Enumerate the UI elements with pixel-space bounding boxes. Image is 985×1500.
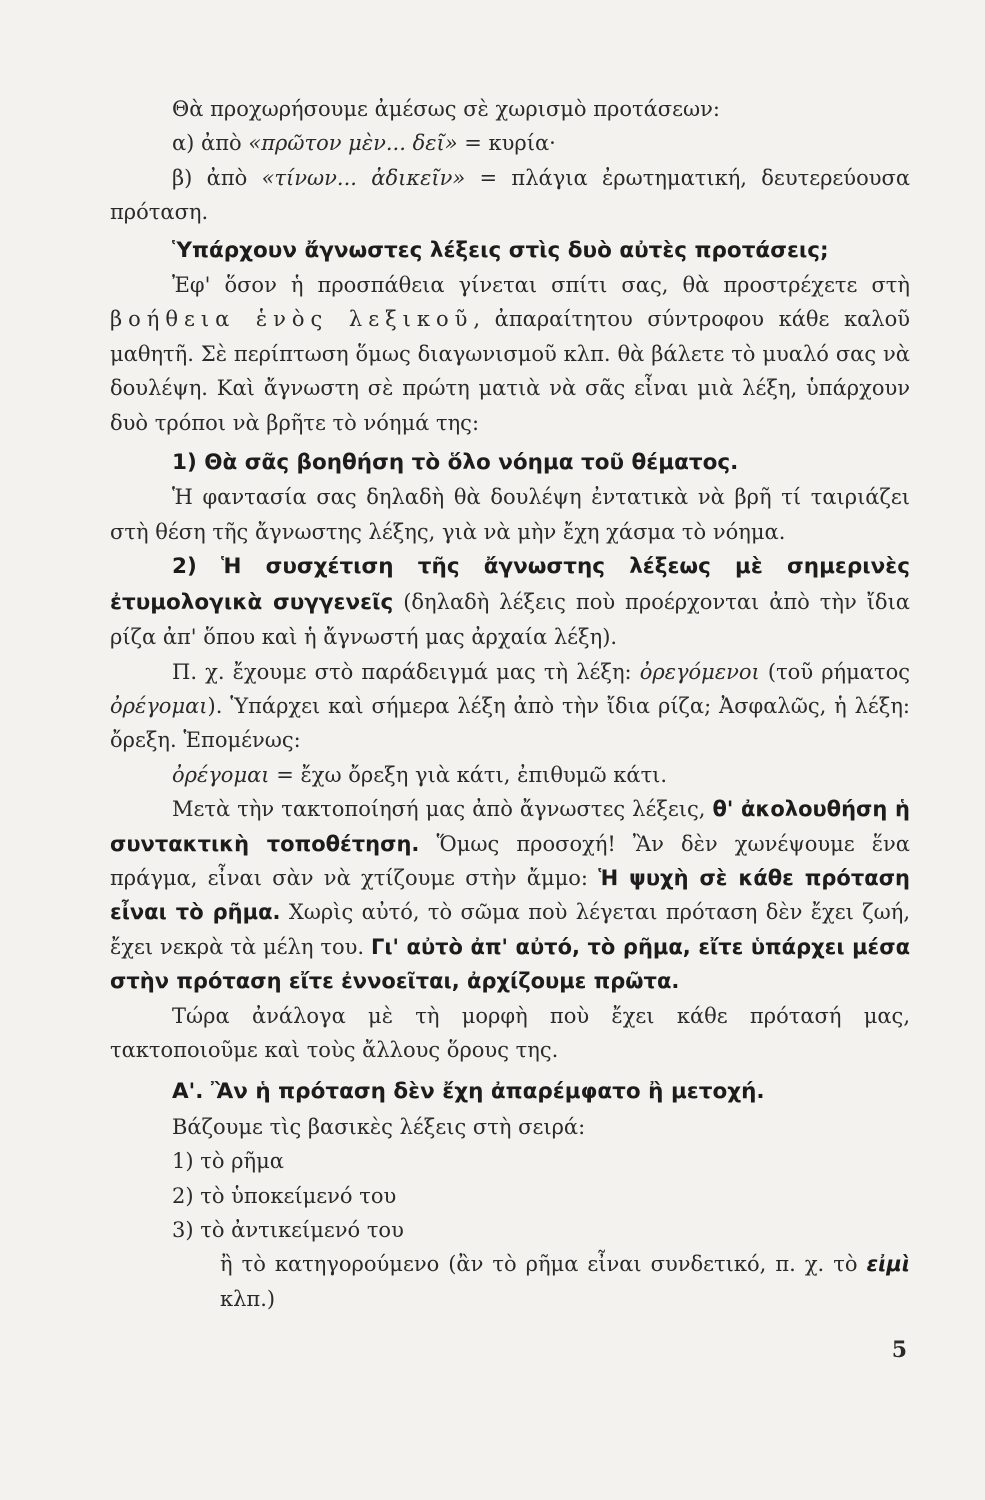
section-heading-unknown-words: Ὑπάρχουν ἄγνωστες λέξεις στὶς δυὸ αὐτὲς προτάσεις; xyxy=(172,237,829,263)
page-text xyxy=(110,92,910,1316)
point-2-example: Π. χ. ἔχουμε στὸ παράδειγμά μας τὴ λέξη: ὀρεγόμενοι (τοῦ ρήματος ὀρέγομαι). Ὑπάρχει καὶ σήμερα λέξη ἀπὸ τὴν ἴδια ρίζα; Ἀσφαλῶς, ἡ λέξη: ὄρεξη. Ἑπομένως: xyxy=(110,659,910,753)
page-number: 5 xyxy=(891,1337,907,1363)
intro-paragraph: Θὰ προχωρήσουμε ἀμέσως σὲ χωρισμὸ προτάσεων: xyxy=(172,97,720,121)
paragraph-syntax: Μετὰ τὴν τακτοποίησή μας ἀπὸ ἄγνωστες λέξεις, θ' ἀκολουθήση ἡ συντακτικὴ τοποθέτηση. Ὅμως προσοχή! Ἂν δὲν χωνέψουμε ἕνα πράγμα, εἶναι σὰν νὰ χτίζουμε στὴν ἄμμο: Ἡ ψυχὴ σὲ κάθε πρόταση εἶναι τὸ ρῆμα. Χωρὶς αὐτό, τὸ σῶμα ποὺ λέγεται πρόταση δὲν ἔχει ζωή, ἔχει νεκρὰ τὰ μέλη του. Γι' αὐτὸ ἀπ' αὐτό, τὸ ρῆμα, εἴτε ὑπάρχει μέσα στὴν πρόταση εἴτε ἐννοεῖται, ἀρχίζουμε πρῶτα. xyxy=(110,797,911,994)
list-item: 2) τὸ ὑποκείμενό του xyxy=(172,1183,397,1208)
paragraph-ordering: Τώρα ἀνάλογα μὲ τὴ μορφὴ ποὺ ἔχει κάθε πρότασή μας, τακτοποιοῦμε καὶ τοὺς ἄλλους ὅρους της. xyxy=(110,1003,910,1062)
spaced-emphasis: βοήθεια ἑνὸς λεξικοῦ xyxy=(110,307,474,332)
list-item: 1) τὸ ρῆμα xyxy=(172,1149,284,1174)
paragraph-dictionary: Ἐφ' ὅσον ἡ προσπάθεια γίνεται σπίτι σας, θὰ προστρέχετε στὴ βοήθεια ἑνὸς λεξικοῦ, ἀπαραίτητου σύντροφου κάθε καλοῦ μαθητῆ. Σὲ περίπτωση ὅμως διαγωνισμοῦ κλπ. θὰ βάλετε τὸ μυαλό σας νὰ δουλέψη. Καὶ ἄγνωστη σὲ πρώτη ματιὰ νὰ σᾶς εἶναι μιὰ λέξη, ὑπάρχουν δυὸ τρόποι νὰ βρῆτε τὸ νόημά της: xyxy=(110,273,910,435)
point-2: 2) Ἡ συσχέτιση τῆς ἄγνωστης λέξεως μὲ σημερινὲς ἐτυμολογικὰ συγγενεῖς (δηλαδὴ λέξεις ποὺ προέρχονται ἀπὸ τὴν ἴδια ρίζα ἀπ' ὅπου καὶ ἡ ἄγνωστή μας ἀρχαία λέξη). xyxy=(110,554,910,650)
list-item: 3) τὸ ἀντικείμενό του xyxy=(172,1218,404,1242)
point-2-title: 2) Ἡ συσχέτιση τῆς ἄγνωστης λέξεως μὲ σημερινὲς ἐτυμολογικὰ συγγενεῖς xyxy=(110,554,910,615)
intro-item-a: α) ἀπὸ «πρῶτον μὲν... δεῖ» = κυρία· xyxy=(172,131,556,156)
point-1-body: Ἡ φαντασία σας δηλαδὴ θὰ δουλέψη ἐντατικὰ νὰ βρῆ τί ταιριάζει στὴ θέση τῆς ἄγνωστης λέξης, γιὰ νὰ μὴν ἔχη χάσμα τὸ νόημα. xyxy=(110,485,910,544)
point-1-title: 1) Θὰ σᾶς βοηθήση τὸ ὅλο νόημα τοῦ θέματος. xyxy=(172,450,739,476)
section-heading-a: Α'. Ἂν ἡ πρόταση δὲν ἔχη ἀπαρέμφατο ἢ μετοχή. xyxy=(172,1079,765,1105)
quote-a: «πρῶτον μὲν... δεῖ» xyxy=(248,131,458,156)
equation-line: ὀρέγομαι = ἔχω ὄρεξη γιὰ κάτι, ἐπιθυμῶ κάτι. xyxy=(172,762,668,787)
list-intro: Βάζουμε τὶς βασικὲς λέξεις στὴ σειρά: xyxy=(172,1114,586,1139)
quote-b: «τίνων... ἀδικεῖν» xyxy=(261,165,466,190)
intro-item-b: β) ἀπὸ «τίνων... ἀδικεῖν» = πλάγια ἐρωτηματική, δευτερεύουσα πρόταση. xyxy=(110,165,910,225)
list-sub-item: ἢ τὸ κατηγορούμενο (ἂν τὸ ρῆμα εἶναι συνδετικό, π. χ. τὸ εἰμὶ κλπ.) xyxy=(220,1252,910,1311)
